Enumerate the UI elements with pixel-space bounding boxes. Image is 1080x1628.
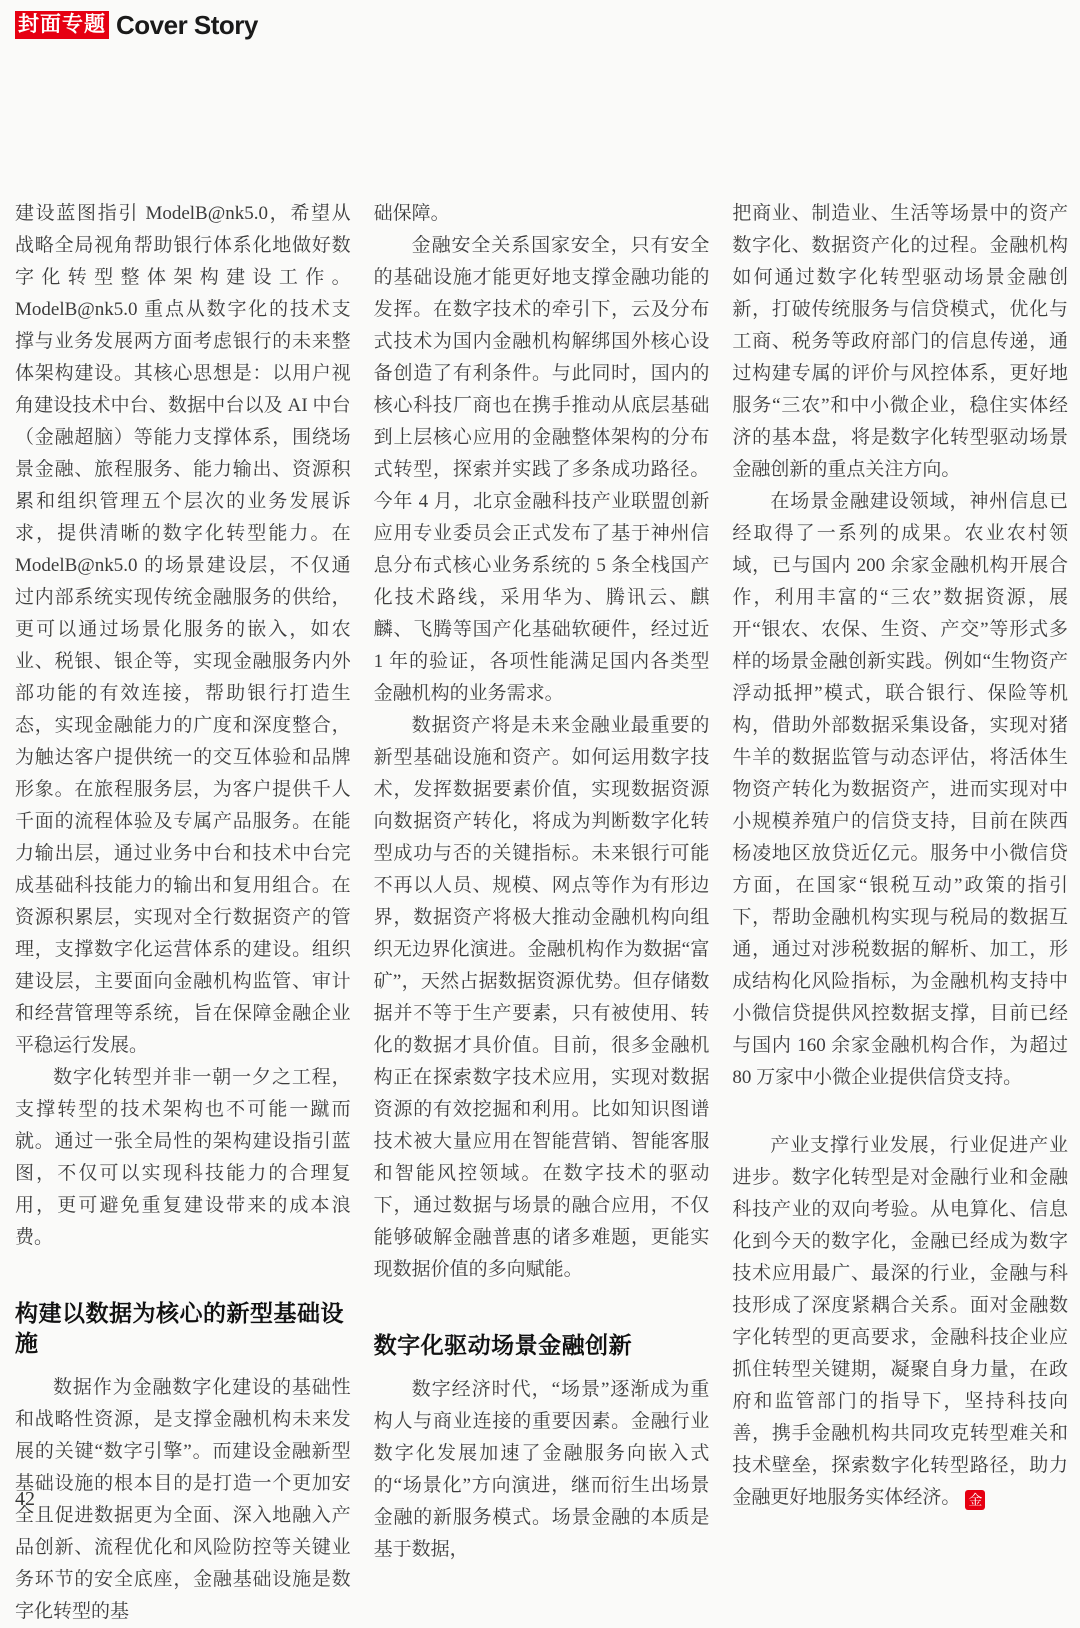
column-3 — [732, 198, 1068, 1628]
column-1 — [15, 198, 351, 1628]
paragraph: 数字经济时代，“场景”逐渐成为重构人与商业连接的重要因素。金融行业数字化发展加速了金融服务向嵌入式的“场景化”方向演进，继而衍生出场景金融的新服务模式。场景金融的本质是基于数据， — [373, 1379, 710, 1560]
paragraph: 数字化转型并非一朝一夕之工程，支撑转型的技术架构也不可能一蹴而就。通过一张全局性的架构建设指引蓝图，不仅可以实现科技能力的合理复用，更可避免重复建设带来的成本浪费。 — [15, 1067, 351, 1248]
section-heading-scene-finance: 数字化驱动场景金融创新 — [373, 1332, 633, 1358]
page-number: 42 — [15, 1488, 35, 1510]
cover-story-badge: 封面专题 — [15, 11, 109, 39]
section-heading-new-infrastructure: 构建以数据为核心的新型基础设施 — [15, 1300, 344, 1356]
paragraph: 数据作为金融数字化建设的基础性和战略性资源，是支撑金融机构未来发展的关键“数字引擎”。而建设金融新型基础设施的根本目的是打造一个更加安全且促进数据更为全面、深入地融入产品创新、流程优化和风险防控等关键业务环节的安全底座，金融基础设施是数字化转型的基 — [15, 1377, 351, 1622]
paragraph: 把商业、制造业、生活等场景中的资产数字化、数据资产化的过程。金融机构如何通过数字化转型驱动场景金融创新，打破传统服务与信贷模式，优化与工商、税务等政府部门的信息传递，通过构建专属的评价与风控体系，更好地服务“三农”和中小微企业，稳住实体经济的基本盘，将是数字化转型驱动场景金融创新的重点关注方向。 — [732, 203, 1069, 480]
paragraph: 建设蓝图指引 ModelB@nk5.0，希望从战略全局视角帮助银行体系化地做好数字化转型整体架构建设工作。ModelB@nk5.0 重点从数字化的技术支撑与业务发展两方面考虑银行的未来整体架构建设。其核心思想是：以用户视角建设技术中台、数据中台以及 AI 中台（金融超脑）等能力支撑体系，围绕场景金融、旅程服务、能力输出、资源积累和组织管理五个层次的业务发展诉求，提供清晰的数字化转型能力。在 ModelB@nk5.0 的场景建设层，不仅通过内部系统实现传统金融服务的供给，更可以通过场景化服务的嵌入，如农业、税银、银企等，实现金融服务内外部功能的有效连接，帮助银行打造生态，实现金融能力的广度和深度整合，为触达客户提供统一的交互体验和品牌形象。在旅程服务层，为客户提供千人千面的流程体验及专属产品服务。在能力输出层，通过业务中台和技术中台完成基础科技能力的输出和复用组合。在资源积累层，实现对全行数据资产的管理，支撑数字化运营体系的建设。组织建设层，主要面向金融机构监管、审计和经营管理等系统，旨在保障金融企业平稳运行发展。 — [15, 203, 351, 1056]
article-end-icon: 金 — [965, 1490, 985, 1510]
page-footer — [15, 1488, 35, 1511]
paragraph: 数据资产将是未来金融业最重要的新型基础设施和资产。如何运用数字技术，发挥数据要素价值，实现数据资源向数据资产转化，将成为判断数字化转型成功与否的关键指标。未来银行可能不再以人员、规模、网点等作为有形边界，数据资产将极大推动金融机构向组织无边界化演进。金融机构作为数据“富矿”，天然占据数据资源优势。但存储数据并不等于生产要素，只有被使用、转化的数据才具价值。目前，很多金融机构正在探索数字技术应用，实现对数据资源的有效挖掘和利用。比如知识图谱技术被大量应用在智能营销、智能客服和智能风控领域。在数字技术的驱动下，通过数据与场景的融合应用，不仅能够破解金融普惠的诸多难题，更能实现数据价值的多向赋能。 — [373, 715, 710, 1280]
paragraph — [732, 1130, 1068, 1514]
paragraph: 金融安全关系国家安全，只有安全的基础设施才能更好地支撑金融功能的发挥。在数字技术的牵引下，云及分布式技术为国内金融机构解绑国外核心设备创造了有利条件。与此同时，国内的核心科技厂商也在携手推动从底层基础到上层核心应用的金融整体架构的分布式转型，探索并实践了多条成功路径。今年 4 月，北京金融科技产业联盟创新应用专业委员会正式发布了基于神州信息分布式核心业务系统的 5 条全栈国产化技术路线，采用华为、腾讯云、麒麟、飞腾等国产化基础软硬件，经过近 1 年的验证，各项性能满足国内各类型金融机构的业务需求。 — [373, 235, 710, 704]
header-title: Cover Story — [116, 9, 258, 40]
paragraph-text: 产业支撑行业发展，行业促进产业进步。数字化转型是对金融行业和金融科技产业的双向考验。从电算化、信息化到今天的数字化，金融已经成为数字技术应用最广、最深的行业，金融与科技形成了深度紧耦合关系。面对金融数字化转型的更高要求，金融科技企业应抓住转型关键期，凝聚自身力量，在政府和监管部门的指导下，坚持科技向善，携手金融机构共同攻克转型难关和技术壁垒，探索数字化转型路径，助力金融更好地服务实体经济。 — [732, 1135, 1069, 1508]
paragraph: 础保障。 — [373, 203, 450, 224]
page-header — [15, 10, 1068, 40]
article-body — [15, 198, 1068, 1628]
paragraph: 在场景金融建设领域，神州信息已经取得了一系列的成果。农业农村领域，已与国内 200 余家金融机构开展合作，利用丰富的“三农”数据资源，展开“银农、农保、生资、产交”等形式多样的场景金融创新实践。例如“生物资产浮动抵押”模式，联合银行、保险等机构，借助外部数据采集设备，实现对猪牛羊的数据监管与动态评估，将活体生物资产转化为数据资产，进而实现对中小规模养殖户的信贷支持，目前在陕西杨凌地区放贷近亿元。服务中小微信贷方面，在国家“银税互动”政策的指引下，帮助金融机构实现与税局的数据互通，通过对涉税数据的解析、加工，形成结构化风险指标，为金融机构支持中小微信贷提供风控数据支撑，目前已经与国内 160 余家金融机构合作，为超过 80 万家中小微企业提供信贷支持。 — [732, 491, 1069, 1088]
column-2 — [374, 198, 710, 1628]
